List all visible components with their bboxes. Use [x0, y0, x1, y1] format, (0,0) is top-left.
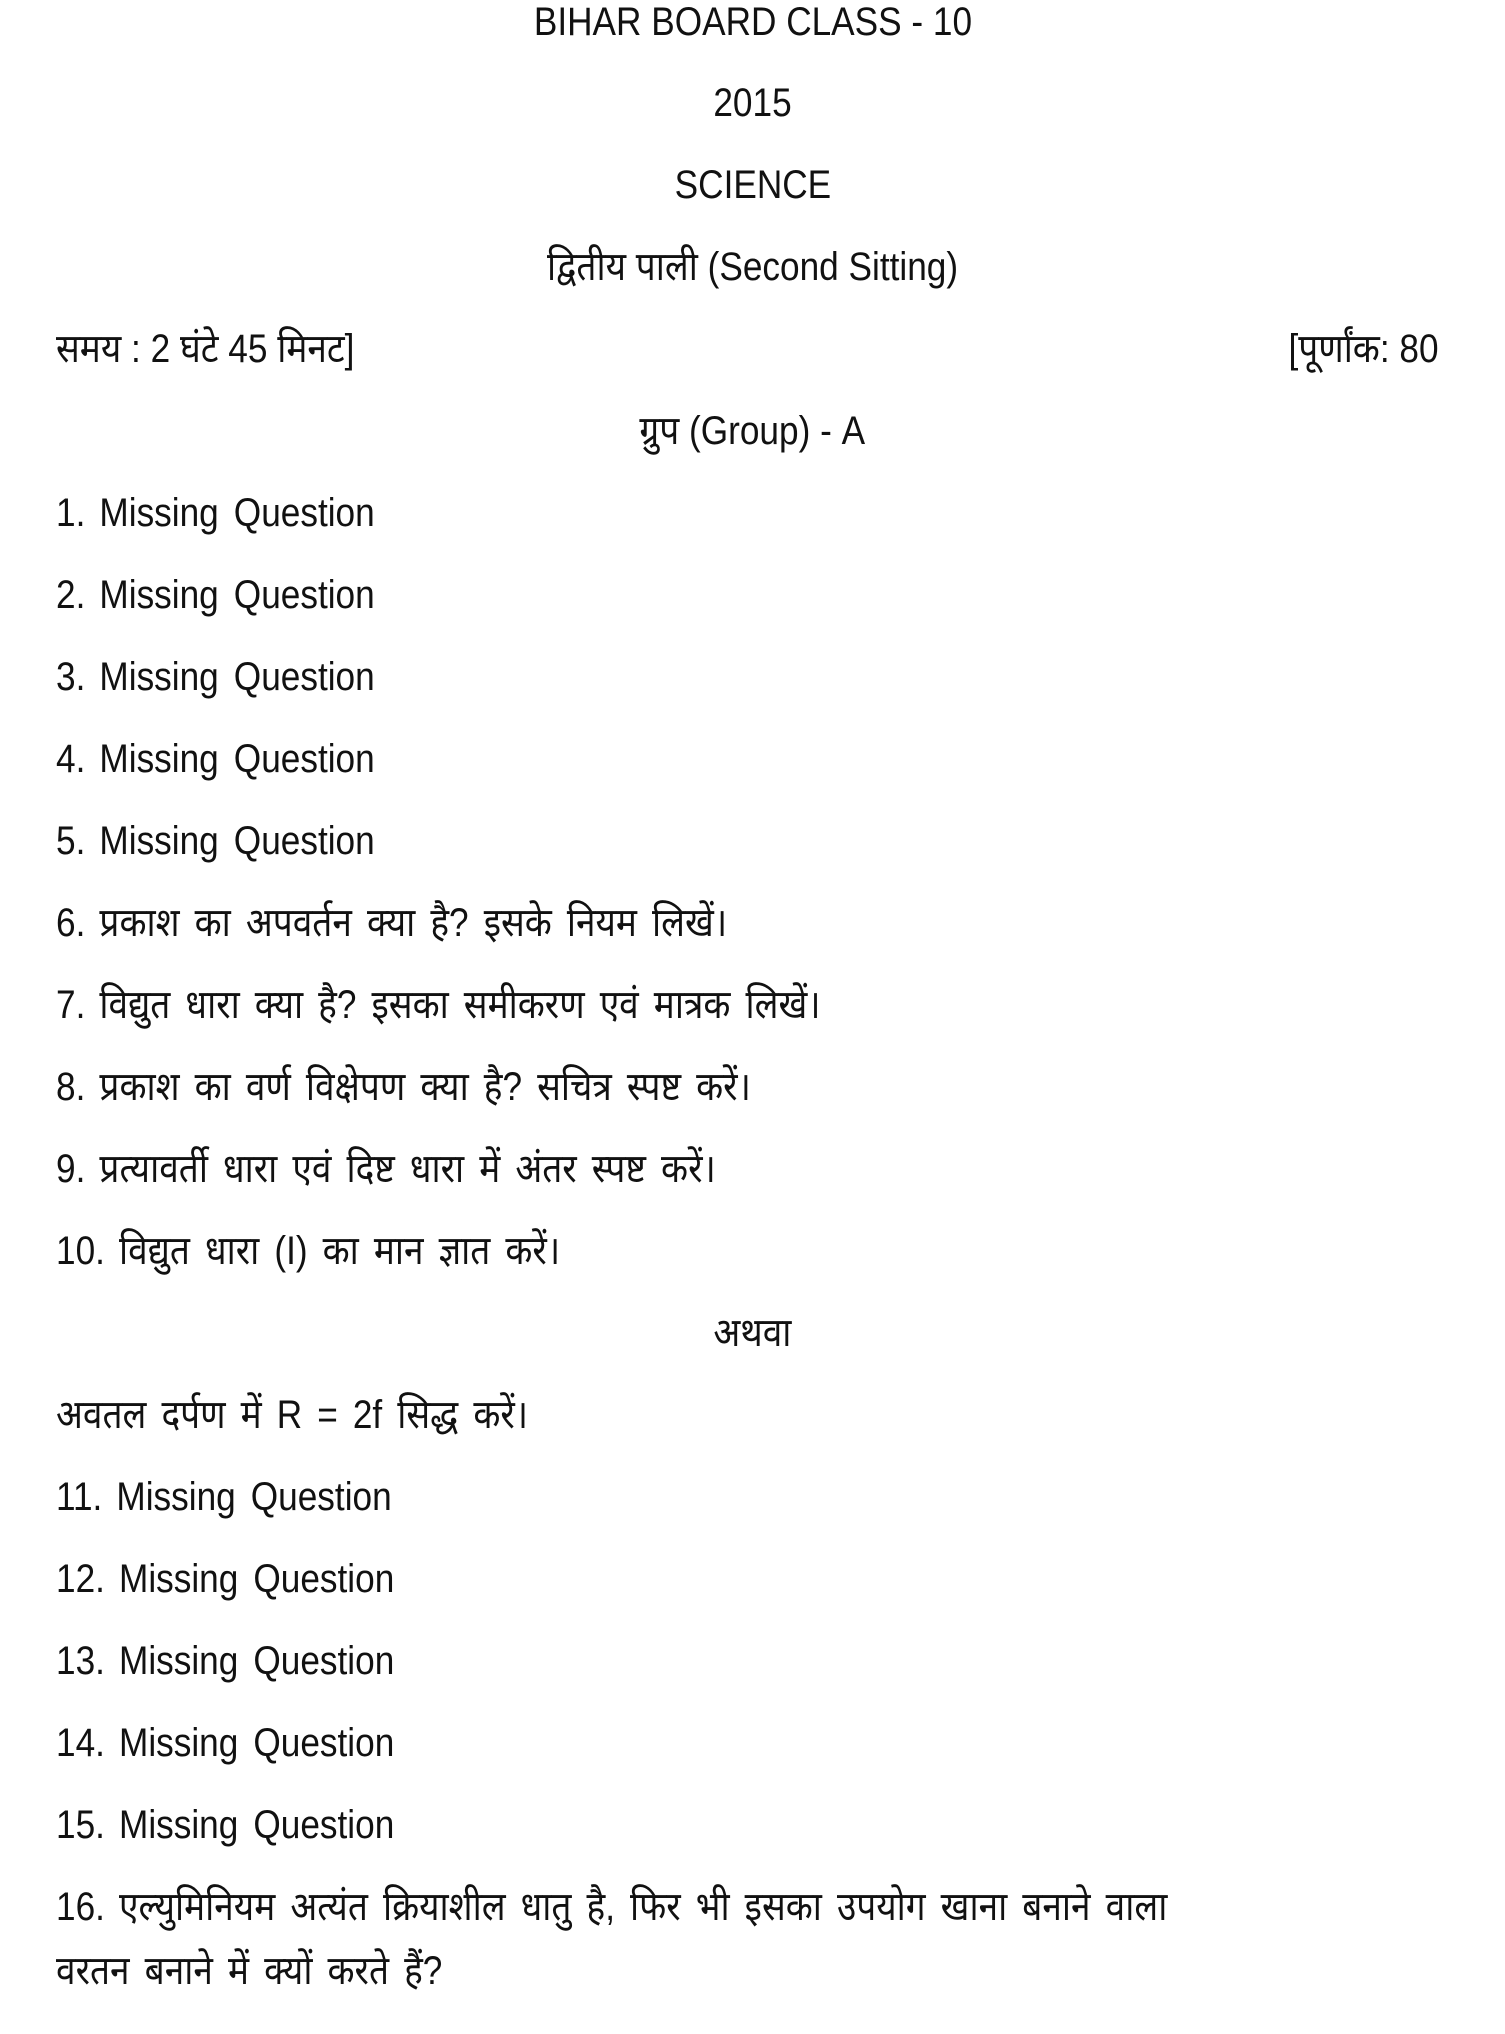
question-10: 10. विद्युत धारा (I) का मान ज्ञात करें।	[56, 1229, 561, 1273]
or-label: अथवा	[713, 1311, 792, 1355]
group-heading: ग्रुप (Group) - A	[639, 409, 866, 453]
question-6: 6. प्रकाश का अपवर्तन क्या है? इसके नियम लिखें।	[56, 901, 728, 945]
question-1: 1. Missing Question	[56, 491, 375, 535]
board-title: BIHAR BOARD CLASS - 10	[533, 0, 972, 44]
question-16-continued: वरतन बनाने में क्यों करते हैं?	[56, 1949, 443, 1993]
question-15: 15. Missing Question	[56, 1803, 395, 1847]
time-allowed: समय : 2 घंटे 45 मिनट]	[56, 327, 355, 371]
question-11: 11. Missing Question	[56, 1475, 392, 1519]
subject-title: SCIENCE	[674, 163, 831, 207]
or-question: अवतल दर्पण में R = 2f सिद्ध करें।	[56, 1393, 529, 1437]
exam-year: 2015	[713, 81, 792, 125]
question-5: 5. Missing Question	[56, 819, 375, 863]
full-marks: [पूर्णांक: 80	[1288, 327, 1439, 371]
question-13: 13. Missing Question	[56, 1639, 395, 1683]
question-2: 2. Missing Question	[56, 573, 375, 617]
question-3: 3. Missing Question	[56, 655, 375, 699]
question-9: 9. प्रत्यावर्ती धारा एवं दिष्ट धारा में अंतर स्पष्ट करें।	[56, 1147, 716, 1191]
question-16: 16. एल्युमिनियम अत्यंत क्रियाशील धातु है, फिर भी इसका उपयोग खाना बनाने वाला	[56, 1885, 1168, 1929]
question-12: 12. Missing Question	[56, 1557, 395, 1601]
sitting-label: द्वितीय पाली (Second Sitting)	[546, 245, 959, 289]
question-7: 7. विद्युत धारा क्या है? इसका समीकरण एवं मात्रक लिखें।	[56, 983, 821, 1027]
question-8: 8. प्रकाश का वर्ण विक्षेपण क्या है? सचित्र स्पष्ट करें।	[56, 1065, 751, 1109]
question-14: 14. Missing Question	[56, 1721, 395, 1765]
question-4: 4. Missing Question	[56, 737, 375, 781]
